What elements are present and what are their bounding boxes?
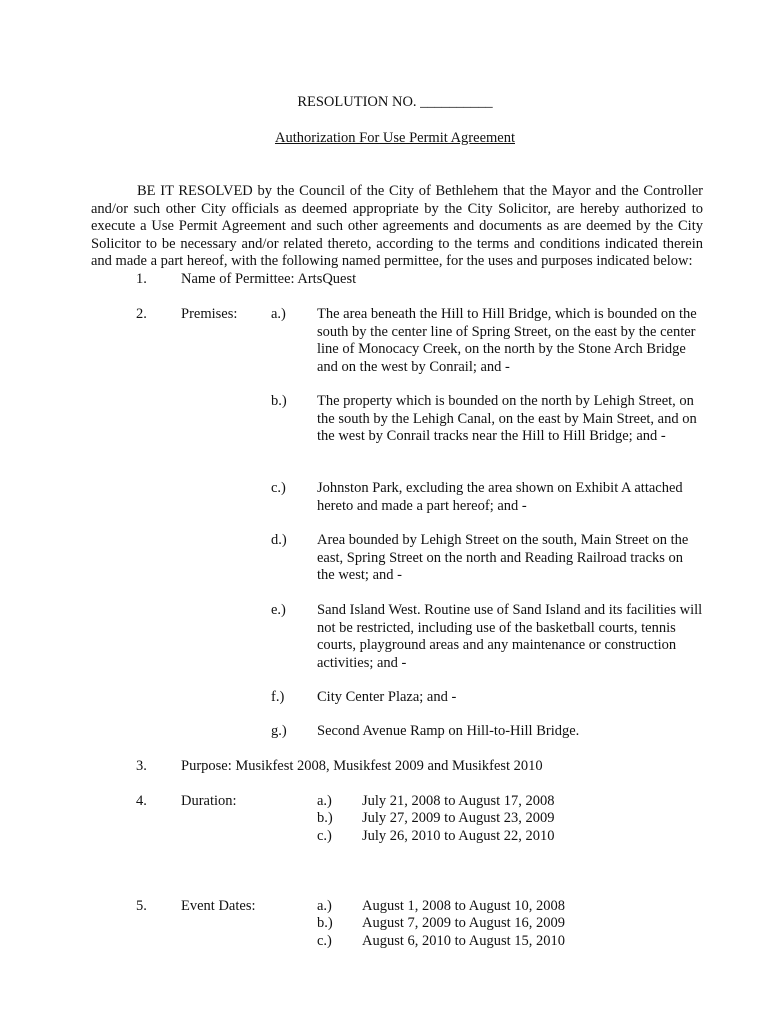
sub-item-letter: g.)	[271, 723, 287, 739]
item-number: 5.	[136, 898, 147, 914]
premises-label: Premises:	[181, 306, 238, 322]
item-number: 1.	[136, 271, 147, 287]
sub-item-letter: c.)	[317, 933, 332, 949]
item-number: 3.	[136, 758, 147, 774]
premises-entry-text: The area beneath the Hill to Hill Bridge, which is bounded on the south by the center line of Spring Street, on the east by the center line of Monocacy Creek, on the north by the Stone Arch Bridge and on the west by Conrail; and -	[317, 306, 697, 375]
sub-item-letter: c.)	[271, 480, 286, 496]
sub-item-letter: a.)	[271, 306, 286, 322]
premises-entry-text: City Center Plaza; and -	[317, 689, 457, 705]
premises-entry-text: Area bounded by Lehigh Street on the south, Main Street on the east, Spring Street on the north and Reading Railroad tracks on the west; and -	[317, 532, 689, 583]
item-number: 4.	[136, 793, 147, 809]
purpose-text: Purpose: Musikfest 2008, Musikfest 2009 and Musikfest 2010	[181, 758, 543, 774]
event-dates-label: Event Dates:	[181, 898, 256, 914]
duration-label: Duration:	[181, 793, 237, 809]
event-date-entry: August 7, 2009 to August 16, 2009	[362, 915, 566, 931]
premises-entry-text: Sand Island West. Routine use of Sand Island and its facilities will not be restricted, including use of the basketball courts, tennis courts, playground areas and any maintenance or construction activities; and -	[317, 602, 703, 671]
premises-entry-text: Johnston Park, excluding the area shown on Exhibit A attached hereto and made a part hereof; and -	[317, 480, 683, 514]
premises-entry-text: The property which is bounded on the north by Lehigh Street, on the south by the Lehigh Canal, on the east by Main Street, and on the west by Conrail tracks near the Hill to Hill Bridge; and -	[317, 393, 697, 444]
sub-item-letter: c.)	[317, 828, 332, 844]
event-date-entry: August 6, 2010 to August 15, 2010	[362, 933, 566, 949]
duration-entry: July 27, 2009 to August 23, 2009	[362, 810, 555, 826]
sub-item-letter: e.)	[271, 602, 286, 618]
sub-item-letter: d.)	[271, 532, 287, 548]
premises-entry-text: Second Avenue Ramp on Hill-to-Hill Bridge.	[317, 723, 580, 739]
resolution-title: RESOLUTION NO. __________	[297, 94, 493, 110]
item-number: 2.	[136, 306, 147, 322]
sub-item-letter: b.)	[271, 393, 287, 409]
intro-text: BE IT RESOLVED by the Council of the City of Bethlehem that the Mayor and the Controller and/or such other City officials as deemed appropriate by the City Solicitor, are hereby authorized to execute a Use Permit Agreement and such other agreements and documents as are deemed by the City Solicitor to be necessary and/or related thereto, according to the terms and conditions indicated therein and made a part hereof, with the following named permittee, for the uses and purposes indicated below:	[91, 183, 703, 269]
sub-item-letter: b.)	[317, 810, 333, 826]
duration-entry: July 26, 2010 to August 22, 2010	[362, 828, 555, 844]
intro-paragraph	[91, 183, 703, 271]
permittee-name: Name of Permittee: ArtsQuest	[181, 271, 357, 287]
event-date-entry: August 1, 2008 to August 10, 2008	[362, 898, 566, 914]
document-subtitle: Authorization For Use Permit Agreement	[274, 130, 515, 146]
sub-item-letter: f.)	[271, 689, 285, 705]
sub-item-letter: a.)	[317, 793, 332, 809]
duration-entry: July 21, 2008 to August 17, 2008	[362, 793, 555, 809]
sub-item-letter: a.)	[317, 898, 332, 914]
sub-item-letter: b.)	[317, 915, 333, 931]
